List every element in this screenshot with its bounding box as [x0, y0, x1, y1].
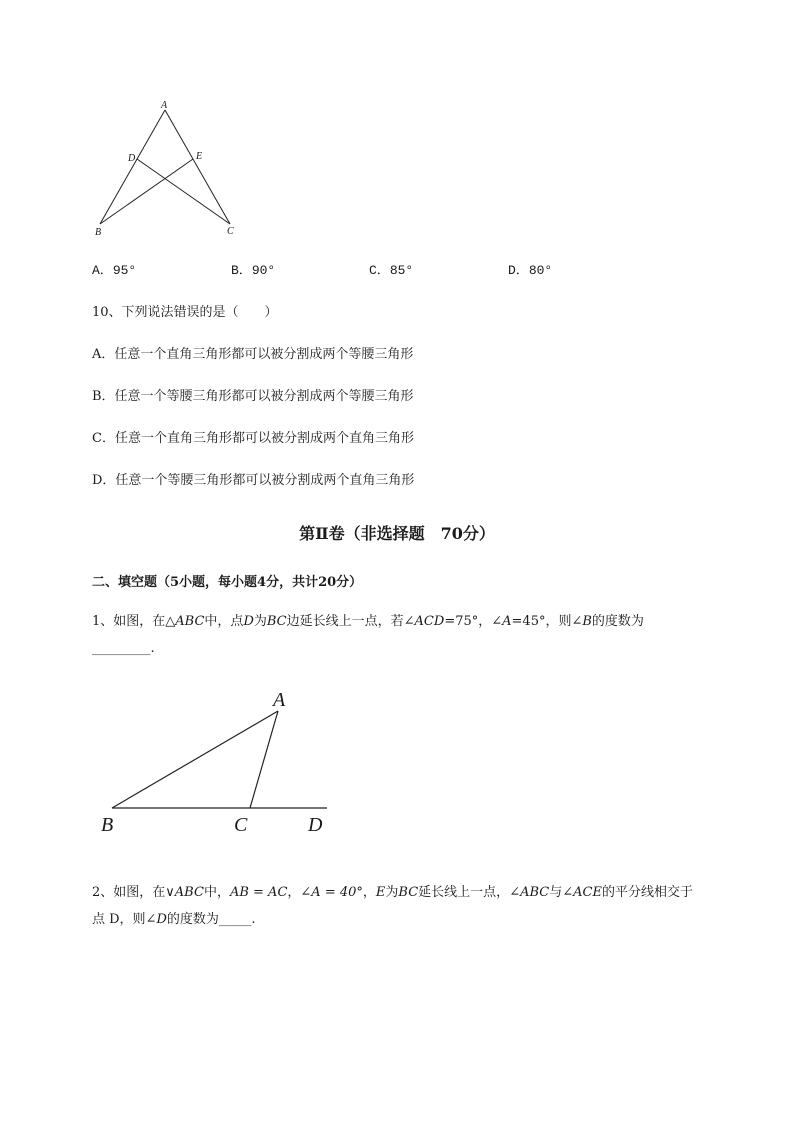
section-heading: 二、填空题（5小题，每小题4分，共计20分） — [92, 575, 363, 590]
label-B: B — [101, 814, 114, 836]
fill2-answer-blank[interactable]: 的度数为_____. — [166, 912, 256, 927]
label-A: A — [273, 689, 286, 711]
q9-option-d[interactable]: D．80° — [508, 263, 553, 278]
label-C: C — [234, 814, 248, 836]
figure-triangle-cevians — [90, 96, 250, 246]
q9-option-a[interactable]: A．95° — [92, 263, 137, 278]
label-C: C — [227, 226, 234, 237]
fill1-answer-blank[interactable]: _________. — [92, 641, 155, 656]
q9-option-c[interactable]: C．85° — [369, 263, 414, 278]
figure-triangle-extension — [95, 684, 345, 844]
label-E: E — [196, 151, 203, 162]
fill2-question-line1: 2、如图，在∨ABC中，AB = AC，∠A = 40°，E为BC延长线上一点，∠ABC与∠ACE的平分线相交于 — [92, 885, 693, 900]
q10-option-b[interactable]: B．任意一个等腰三角形都可以被分割成两个等腰三角形 — [92, 389, 414, 404]
fill2-question-line2: 点 D，则∠D的度数为_____. — [92, 912, 256, 927]
q10-option-d[interactable]: D．任意一个等腰三角形都可以被分割成两个直角三角形 — [92, 473, 415, 488]
part2-title: 第Ⅱ卷（非选择题 70分） — [299, 524, 495, 543]
fill1-question: 1、如图，在△ABC中，点D为BC边延长线上一点，若∠ACD=75°，∠A=45°，则∠B的度数为 — [92, 614, 644, 629]
q10-stem: 10、下列说法错误的是（ ） — [92, 305, 278, 320]
label-D: D — [128, 153, 136, 164]
q10-option-a[interactable]: A．任意一个直角三角形都可以被分割成两个等腰三角形 — [92, 347, 414, 362]
q9-option-b[interactable]: B．90° — [231, 263, 276, 278]
q10-option-c[interactable]: C．任意一个直角三角形都可以被分割成两个直角三角形 — [92, 431, 414, 446]
label-B: B — [95, 227, 102, 238]
label-A: A — [161, 100, 168, 111]
label-D: D — [308, 814, 323, 836]
